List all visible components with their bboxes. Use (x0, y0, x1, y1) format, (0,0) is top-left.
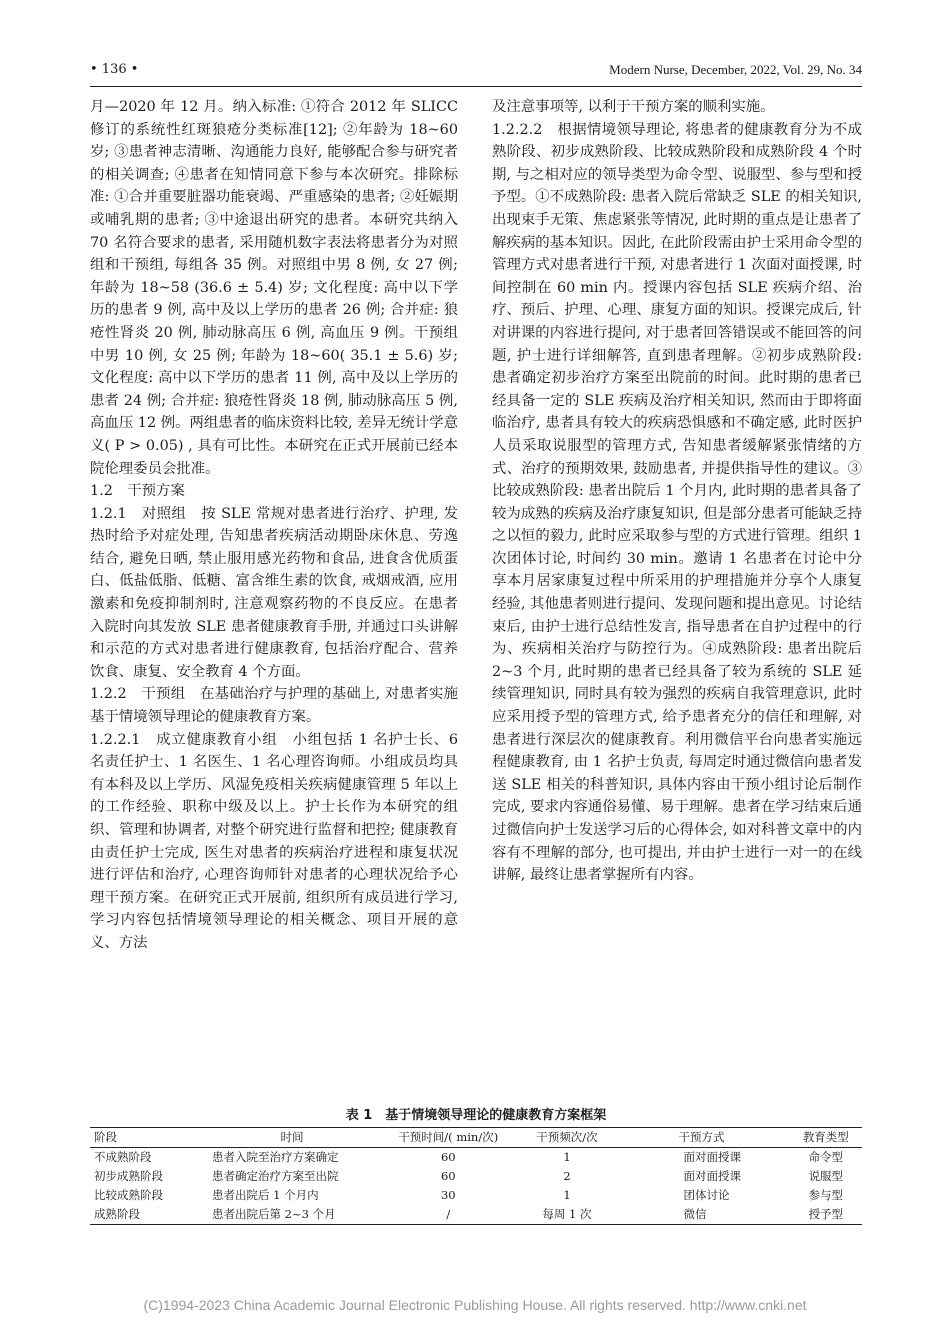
cell-time: 患者确定治疗方案至出院 (212, 1169, 339, 1183)
paragraph-inclusion-criteria: 月—2020 年 12 月。纳入标准: ①符合 2012 年 SLICC 修订的系统性红斑狼疮分类标准[12]; ②年龄为 18~60 岁; ③患者神志清晰、沟通能力良好, 能够配合参与研究者的相关调查; ④患者在知情同意下参与本次研究。排除标准: ①合并重要脏器功能衰竭、严重感染的患者; ②妊娠期或哺乳期的患者; ③中途退出研究的患者。本研究共纳入 70 名符合要求的患者, 采用随机数字表法将患者分为对照组和干预组, 每组各 35 例。对照组中男 8 例, 女 27 例; 年龄为 18~58 (36.6 ± 5.4) 岁; 文化程度: 高中以下学历的患者 9 例, 高中及以上学历的患者 26 例; 合并症: 狼疮性肾炎 20 例, 肺动脉高压 6 例, 高血压 9 例。干预组中男 10 例, 女 25 例; 年龄为 18~60( 35.1 ± 5.6) 岁; 文化程度: 高中以下学历的患者 11 例, 高中及以上学历的患者 24 例; 合并症: 狼疮性肾炎 18 例, 肺动脉高压 5 例, 高血压 12 例。两组患者的临床资料比较, 差异无统计学意义( P > 0.05) , 具有可比性。本研究在正式开展前已经本院伦理委员会批准。 (90, 99, 458, 477)
journal-citation: Modern Nurse, December, 2022, Vol. 29, No. 34 (609, 62, 862, 77)
cell-time: 患者入院至治疗方案确定 (212, 1150, 339, 1164)
cell-time: 患者出院后第 2~3 个月 (212, 1207, 336, 1221)
table-header-row (90, 1128, 862, 1148)
cell-type: 参与型 (808, 1188, 844, 1202)
cell-frequency: 1 (563, 1188, 571, 1202)
section-heading-intervention: 1.2 干预方案 (90, 483, 185, 500)
header-rule (90, 86, 862, 87)
col-header-type: 教育类型 (802, 1130, 849, 1144)
cell-duration: 30 (440, 1188, 456, 1202)
cell-time: 患者出院后 1 个月内 (212, 1188, 319, 1202)
col-header-duration: 干预时间/( min/次) (398, 1130, 499, 1144)
copyright-footer: (C)1994-2023 China Academic Journal Electronic Publishing House. All rights reserved. http://www.cnki.net (143, 1297, 807, 1313)
table-1 (90, 1104, 862, 1225)
table-title: 表 1 基于情境领导理论的健康教育方案框架 (345, 1108, 607, 1123)
paragraph-situational-leadership: 1.2.2.2 根据情境领导理论, 将患者的健康教育分为不成熟阶段、初步成熟阶段、比较成熟阶段和成熟阶段 4 个时期, 与之相对应的领导类型为命令型、说服型、参与型和授予型。①不成熟阶段: 患者入院后常缺乏 SLE 的相关知识, 出现束手无策、焦虑紧张等情况, 此时期的重点是让患者了解疾病的基本知识。因此, 在此阶段需由护士采用命令型的管理方式对患者进行干预, 对患者进行 1 次面对面授课, 时间控制在 60 min 内。授课内容包括 SLE 疾病介绍、治疗、预后、护理、心理、康复方面的知识。授课完成后, 针对讲课的内容进行提问, 对于患者回答错误或不能回答的问题, 护士进行详细解答, 直到患者理解。②初步成熟阶段: 患者确定初步治疗方案至出院前的时间。此时期的患者已经具备一定的 SLE 疾病及治疗相关知识, 然而由于即将面临治疗, 患者具有较大的疾病恐惧感和不确定感, 此时医护人员采取说服型的管理方式, 告知患者缓解紧张情绪的方式、治疗的预期效果, 鼓励患者, 并提供指导性的建议。③比较成熟阶段: 患者出院后 1 个月内, 此时期的患者具备了较为成熟的疾病及治疗康复知识, 但是部分患者可能缺乏持之以恒的毅力, 此时应采取参与型的方式进行管理。组织 1 次团体讨论, 时间约 30 min。邀请 1 名患者在讨论中分享本月居家康复过程中所采用的护理措施并分享个人康复经验, 其他患者则进行提问、发现问题和提出意见。讨论结束后, 由护士进行总结性发言, 指导患者在自护过程中的行为、疾病相关治疗与防控行为。④成熟阶段: 患者出院后 2~3 个月, 此时期的患者已经具备了较为系统的 SLE 延续管理知识, 同时具有较为强烈的疾病自我管理意识, 此时应采用授予型的管理方式, 给予患者充分的信任和理解, 对患者进行深层次的健康教育。利用微信平台向患者实施远程健康教育, 由 1 名护士负责, 每周定时通过微信向患者发送 SLE 相关的科普知识, 具体内容由干预小组讨论后制作完成, 要求内容通俗易懂、易于理解。患者在学习结束后通过微信向护士发送学习后的心得体会, 如对科普文章中的内容有不理解的部分, 也可提出, 并由护士进行一对一的在线讲解, 最终让患者掌握所有内容。 (492, 121, 862, 884)
paragraph-intervention-group: 1.2.2 干预组 在基础治疗与护理的基础上, 对患者实施基于情境领导理论的健康教育方案。 (90, 686, 458, 726)
education-framework-table (90, 1127, 862, 1225)
col-header-time: 时间 (280, 1130, 304, 1144)
col-header-stage: 阶段 (94, 1130, 117, 1144)
paragraph-education-team: 1.2.2.1 成立健康教育小组 小组包括 1 名护士长、6 名责任护士、1 名医生、1 名心理咨询师。小组成员均具有本科及以上学历、风湿免疫相关疾病健康管理 5 年以上的工作经验、职称中级及以上。护士长作为本研究的组织、管理和协调者, 对整个研究进行监督和把控; 健康教育由责任护士完成, 医生对患者的疾病治疗进程和康复状况进行评估和治疗, 心理咨询师针对患者的心理状况给予心理干预方案。在研究正式开展前, 组织所有成员进行学习, 学习内容包括情境领导理论的相关概念、项目开展的意义、方法 (90, 731, 458, 951)
cell-method: 团体讨论 (683, 1188, 730, 1202)
left-column (90, 96, 458, 955)
col-header-frequency: 干预频次/次 (536, 1130, 598, 1144)
cell-frequency: 1 (563, 1150, 571, 1164)
cell-type: 命令型 (808, 1150, 844, 1164)
paragraph-continuation: 及注意事项等, 以利于干预方案的顺利实施。 (492, 99, 775, 115)
cell-stage: 比较成熟阶段 (94, 1188, 163, 1202)
cell-method: 微信 (683, 1207, 707, 1221)
cell-stage: 初步成熟阶段 (94, 1169, 163, 1183)
table-row (90, 1186, 862, 1205)
table-row (90, 1148, 862, 1168)
cell-duration: 60 (440, 1169, 456, 1183)
cell-stage: 不成熟阶段 (94, 1150, 152, 1164)
cell-type: 授予型 (808, 1207, 844, 1221)
right-column (492, 96, 862, 887)
paragraph-control-group: 1.2.1 对照组 按 SLE 常规对患者进行治疗、护理, 发热时给予对症处理, 告知患者疾病活动期卧床休息、劳逸结合, 避免日晒, 禁止服用感光药物和食品, 进食含优质蛋白、低盐低脂、低糖、富含维生素的饮食, 戒烟戒酒, 应用激素和免疫抑制剂时, 注意观察药物的不良反应。在患者入院时向其发放 SLE 患者健康教育手册, 并通过口头讲解和示范的方式对患者进行健康教育, 包括治疗配合、营养饮食、康复、安全教育 4 个方面。 (90, 505, 458, 680)
table-row (90, 1167, 862, 1186)
page-header (90, 62, 862, 82)
cell-method: 面对面授课 (683, 1150, 741, 1164)
cell-method: 面对面授课 (683, 1169, 741, 1183)
col-header-method: 干预方式 (678, 1130, 725, 1144)
cell-duration: / (446, 1207, 451, 1221)
cell-frequency: 每周 1 次 (542, 1207, 592, 1221)
cell-type: 说服型 (808, 1169, 844, 1183)
cell-frequency: 2 (563, 1169, 571, 1183)
cell-stage: 成熟阶段 (94, 1207, 140, 1221)
cell-duration: 60 (440, 1150, 456, 1164)
page-number: • 136 • (90, 62, 139, 77)
table-row (90, 1205, 862, 1225)
